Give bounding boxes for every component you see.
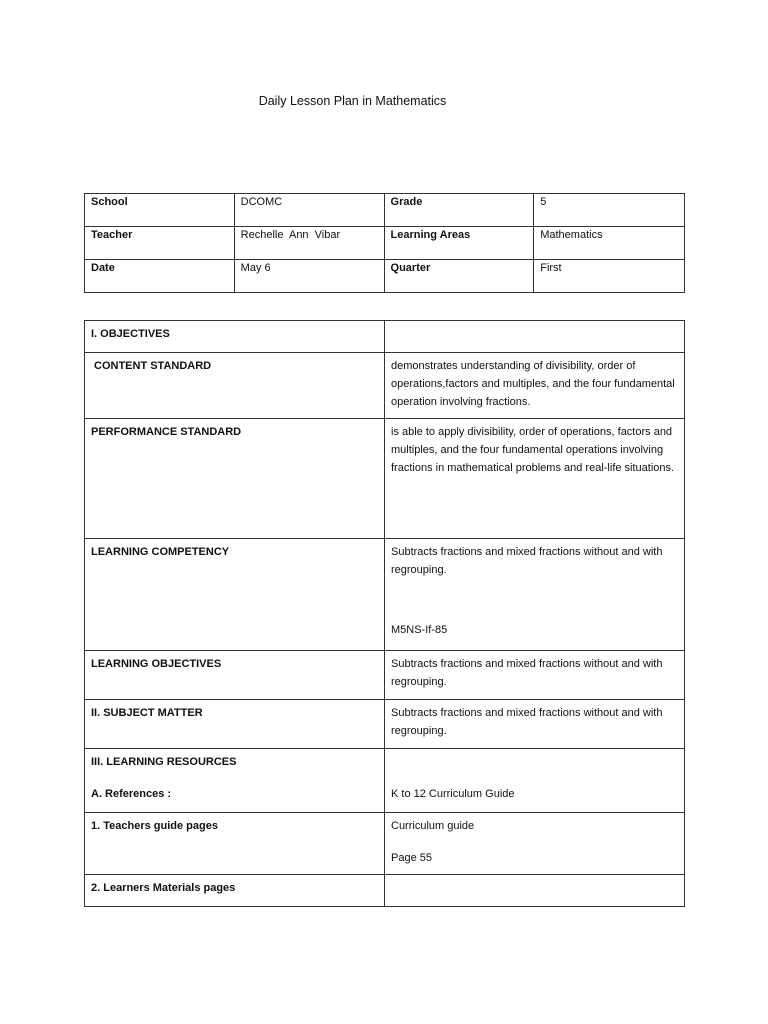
teachers-guide-cell <box>385 813 685 875</box>
table-row <box>85 539 685 651</box>
teacher-value: Rechelle Ann Vibar <box>234 227 384 260</box>
teachers-guide-text: Curriculum guide <box>391 820 475 832</box>
teachers-guide-page: Page 55 <box>391 852 432 864</box>
grade-value: 5 <box>534 194 685 227</box>
table-row <box>85 651 685 700</box>
objectives-heading: I. OBJECTIVES <box>85 321 385 353</box>
table-row <box>85 813 685 875</box>
learners-materials-text <box>385 875 685 907</box>
objectives-table <box>84 320 685 907</box>
date-label: Date <box>85 260 235 293</box>
performance-standard-text: is able to apply divisibility, order of operations, factors and multiples, and the four fundamental operations involving fractions in mathematical problems and real-life situations. <box>385 419 685 539</box>
empty-cell <box>385 321 685 353</box>
table-row <box>85 227 685 260</box>
learning-competency-cell <box>385 539 685 651</box>
learning-competency-code: M5NS-If-85 <box>391 624 448 636</box>
document-title: Daily Lesson Plan in Mathematics <box>258 94 447 108</box>
learning-areas-label: Learning Areas <box>384 227 534 260</box>
teachers-guide-label: 1. Teachers guide pages <box>85 813 385 875</box>
table-row <box>85 321 685 353</box>
content-standard-label-text: CONTENT STANDARD <box>94 360 212 372</box>
learning-resources-cell <box>85 749 385 813</box>
table-row <box>85 353 685 419</box>
quarter-label: Quarter <box>384 260 534 293</box>
learning-objectives-label: LEARNING OBJECTIVES <box>85 651 385 700</box>
info-table <box>84 193 685 293</box>
learning-areas-value: Mathematics <box>534 227 685 260</box>
references-label: A. References : <box>91 788 172 800</box>
learning-competency-label: LEARNING COMPETENCY <box>85 539 385 651</box>
table-row <box>85 700 685 749</box>
references-text: K to 12 Curriculum Guide <box>391 788 515 800</box>
learning-resources-label: III. LEARNING RESOURCES <box>91 756 237 768</box>
table-row <box>85 194 685 227</box>
teacher-label: Teacher <box>85 227 235 260</box>
subject-matter-text: Subtracts fractions and mixed fractions without and with regrouping. <box>385 700 685 749</box>
subject-matter-label: II. SUBJECT MATTER <box>85 700 385 749</box>
date-value: May 6 <box>234 260 384 293</box>
school-value: DCOMC <box>234 194 384 227</box>
grade-label: Grade <box>384 194 534 227</box>
table-row <box>85 749 685 813</box>
school-label: School <box>85 194 235 227</box>
table-row <box>85 260 685 293</box>
table-row <box>85 419 685 539</box>
content-standard-text: demonstrates understanding of divisibility, order of operations,factors and multiples, and the four fundamental operation involving fractions. <box>385 353 685 419</box>
performance-standard-label: PERFORMANCE STANDARD <box>85 419 385 539</box>
learners-materials-label: 2. Learners Materials pages <box>85 875 385 907</box>
quarter-value: First <box>534 260 685 293</box>
learning-objectives-text: Subtracts fractions and mixed fractions without and with regrouping. <box>385 651 685 700</box>
content-standard-label <box>85 353 385 419</box>
references-cell <box>385 749 685 813</box>
table-row <box>85 875 685 907</box>
learning-competency-text: Subtracts fractions and mixed fractions without and with regrouping. <box>391 546 663 576</box>
